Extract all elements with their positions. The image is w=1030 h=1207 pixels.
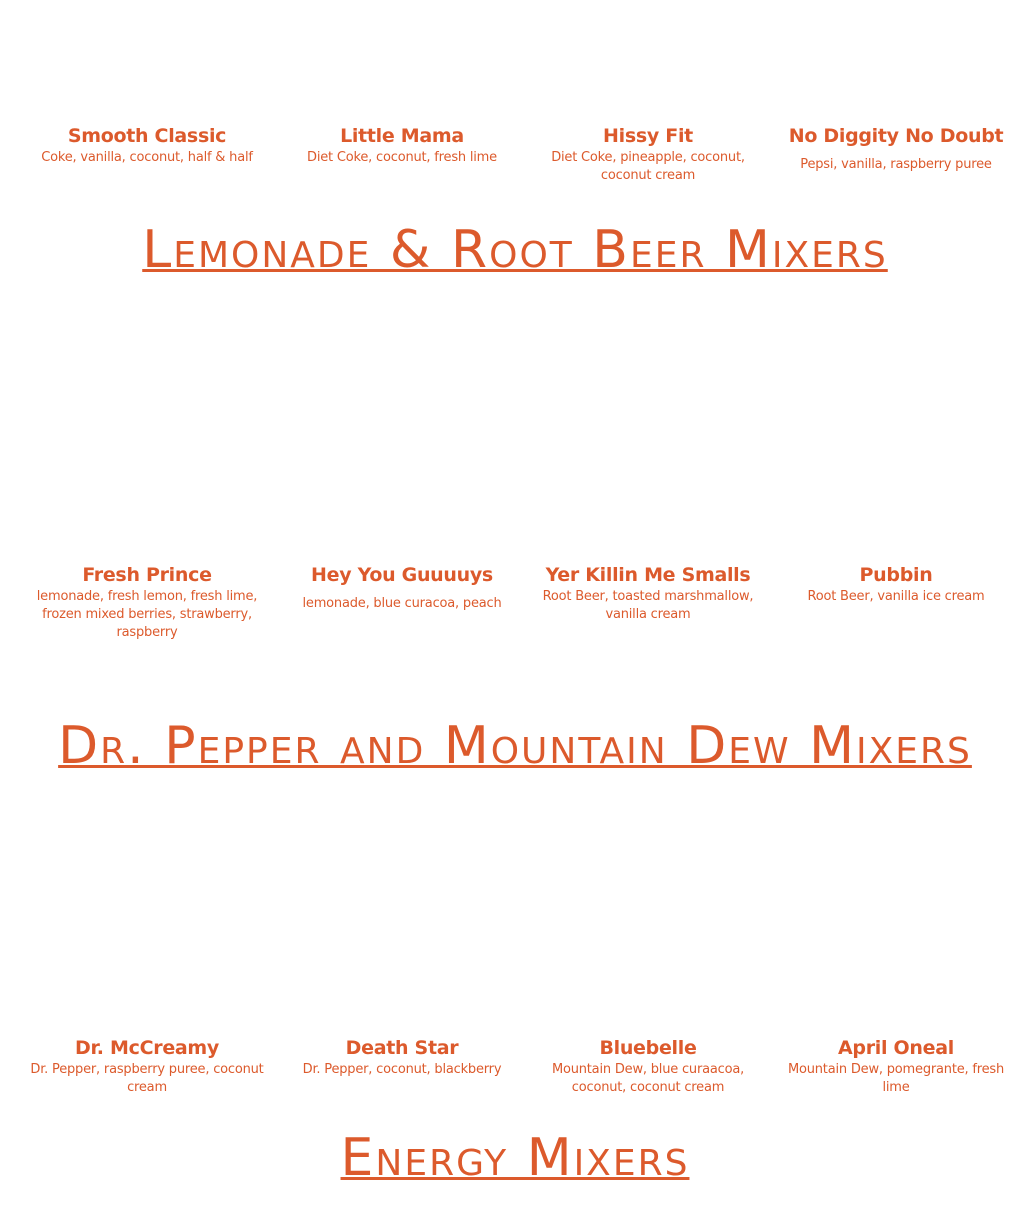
drink-ingredients: Dr. Pepper, raspberry puree, coconut cream bbox=[30, 1062, 264, 1095]
drink-item bbox=[282, 1036, 522, 1079]
drink-item bbox=[776, 124, 1016, 174]
section-heading-energy: Energy Mixers bbox=[340, 1128, 690, 1188]
drink-ingredients: Coke, vanilla, coconut, half & half bbox=[41, 150, 253, 165]
drink-item bbox=[27, 1036, 267, 1097]
drink-name: Hey You Guuuuys bbox=[311, 564, 493, 586]
drink-ingredients: Root Beer, vanilla ice cream bbox=[807, 589, 985, 604]
drink-item bbox=[776, 1036, 1016, 1097]
drink-ingredients: Root Beer, toasted marshmallow, vanilla cream bbox=[542, 589, 754, 622]
drink-ingredients: Mountain Dew, pomegrante, fresh lime bbox=[787, 1062, 1005, 1095]
drink-name: Pubbin bbox=[859, 564, 933, 586]
section-heading-lemonade-root-beer: Lemonade & Root Beer Mixers bbox=[142, 220, 888, 280]
drink-ingredients: Dr. Pepper, coconut, blackberry bbox=[302, 1062, 502, 1077]
drink-name: Bluebelle bbox=[599, 1037, 697, 1059]
drink-name: Fresh Prince bbox=[82, 564, 212, 586]
drink-name: No Diggity No Doubt bbox=[788, 125, 1004, 147]
drink-name: Hissy Fit bbox=[603, 125, 693, 147]
drink-item bbox=[528, 563, 768, 624]
drink-item bbox=[27, 563, 267, 642]
drink-item bbox=[528, 1036, 768, 1097]
drink-item bbox=[528, 124, 768, 185]
drink-ingredients: Diet Coke, pineapple, coconut, coconut cream bbox=[551, 150, 745, 183]
drink-row-lemonade-root-beer bbox=[0, 563, 1030, 673]
drink-item bbox=[27, 124, 267, 167]
drink-item bbox=[282, 563, 522, 613]
drink-name: Dr. McCreamy bbox=[74, 1037, 220, 1059]
drink-item bbox=[776, 563, 1016, 606]
drink-ingredients: Diet Coke, coconut, fresh lime bbox=[307, 150, 497, 165]
drink-ingredients: lemonade, blue curacoa, peach bbox=[302, 596, 502, 611]
drink-row-cola bbox=[0, 124, 1030, 234]
drink-ingredients: lemonade, fresh lemon, fresh lime, frozen mixed berries, strawberry, raspberry bbox=[36, 589, 258, 640]
drink-name: Yer Killin Me Smalls bbox=[545, 564, 751, 586]
drink-name: Smooth Classic bbox=[67, 125, 227, 147]
drink-ingredients: Mountain Dew, blue curaacoa, coconut, coconut cream bbox=[551, 1062, 745, 1095]
drink-name: April Oneal bbox=[838, 1037, 954, 1059]
drink-ingredients: Pepsi, vanilla, raspberry puree bbox=[800, 157, 992, 172]
section-heading-dr-pepper-mountain-dew: Dr. Pepper and Mountain Dew Mixers bbox=[58, 716, 972, 776]
drink-name: Death Star bbox=[345, 1037, 459, 1059]
drink-name: Little Mama bbox=[340, 125, 464, 147]
drink-item bbox=[282, 124, 522, 167]
